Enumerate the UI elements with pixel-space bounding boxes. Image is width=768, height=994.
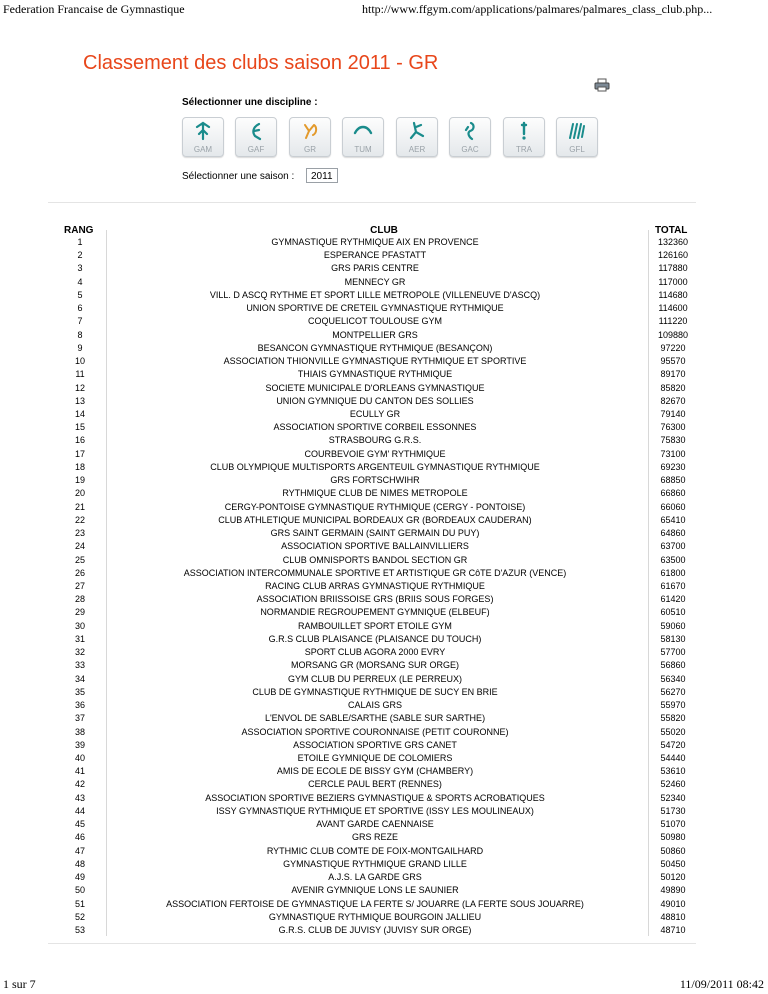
table-row [0,368,768,381]
rank-cell: 42 [74,779,85,790]
rank-cell: 27 [74,580,85,591]
total-cell: 56270 [660,686,686,697]
club-cell: AVANT GARDE CAENNAISE [316,819,434,830]
rank-cell: 44 [74,805,85,816]
table-row [0,421,768,434]
total-cell: 56860 [660,660,686,671]
table-row [0,606,768,619]
rank-cell: 46 [74,832,85,843]
total-cell: 79140 [660,408,686,419]
club-cell: CERGY-PONTOISE GYMNASTIQUE RYTHMIQUE (CERGY - PONTOISE) [224,501,526,512]
club-cell: RAMBOUILLET SPORT ETOILE GYM [298,620,452,631]
table-row [0,752,768,765]
club-cell: G.R.S CLUB PLAISANCE (PLAISANCE DU TOUCH) [268,633,482,644]
table-row [0,831,768,844]
total-cell: 73100 [660,448,686,459]
club-cell: ASSOCIATION SPORTIVE BEZIERS GYMNASTIQUE & SPORTS ACROBATIQUES [205,792,545,803]
club-cell: RYTHMIQUE CLUB DE NIMES METROPOLE [282,488,468,499]
total-cell: 126160 [657,250,689,261]
club-cell: L'ENVOL DE SABLE/SARTHE (SABLE SUR SARTHE) [264,713,486,724]
page-title: Classement des clubs saison 2011 - GR [83,52,439,74]
rank-cell: 39 [74,739,85,750]
table-row [0,527,768,540]
total-cell: 54440 [660,752,686,763]
total-cell: 48710 [660,924,686,935]
rank-cell: 53 [74,924,85,935]
total-cell: 54720 [660,739,686,750]
rank-cell: 7 [77,316,83,327]
total-cell: 89170 [660,369,686,380]
total-cell: 69230 [660,461,686,472]
rank-cell: 29 [74,607,85,618]
club-cell: UNION GYMNIQUE DU CANTON DES SOLLIES [276,395,474,406]
club-cell: GYMNASTIQUE RYTHMIQUE GRAND LILLE [283,858,467,869]
rank-cell: 45 [74,819,85,830]
total-cell: 48810 [660,911,686,922]
rank-cell: 2 [77,250,83,261]
printer-icon[interactable] [594,78,610,92]
total-cell: 95570 [660,356,686,367]
table-row [0,580,768,593]
rank-cell: 48 [74,858,85,869]
tum-gymnast-icon [353,121,373,141]
aer-gymnast-icon [407,121,427,141]
browser-header-site: Federation Francaise de Gymnastique [3,2,185,16]
total-cell: 55970 [660,700,686,711]
total-cell: 57700 [660,647,686,658]
table-row [0,302,768,315]
total-cell: 97220 [660,342,686,353]
club-cell: RYTHMIC CLUB COMTE DE FOIX-MONTGAILHARD [266,845,484,856]
table-row [0,262,768,275]
club-cell: THIAIS GYMNASTIQUE RYTHMIQUE [297,369,453,380]
rank-cell: 25 [74,554,85,565]
table-row [0,805,768,818]
club-cell: CERCLE PAUL BERT (RENNES) [308,779,442,790]
table-row [0,567,768,580]
discipline-button-aer[interactable]: AER [396,117,438,157]
table-row [0,686,768,699]
table-row [0,514,768,527]
discipline-button-tum[interactable]: TUM [342,117,384,157]
rank-cell: 36 [74,700,85,711]
rank-cell: 40 [74,752,85,763]
rank-cell: 30 [74,620,85,631]
rank-cell: 15 [74,422,85,433]
club-cell: ASSOCIATION SPORTIVE CORBEIL ESSONNES [273,422,477,433]
gam-gymnast-icon [193,121,213,141]
saison-label: Sélectionner une saison : [182,171,295,182]
page-number: 1 sur 7 [3,977,36,991]
total-cell: 66060 [660,501,686,512]
total-cell: 64860 [660,528,686,539]
table-row [0,408,768,421]
table-row [0,911,768,924]
total-cell: 50450 [660,858,686,869]
club-cell: UNION SPORTIVE DE CRETEIL GYMNASTIQUE RYTHMIQUE [246,303,504,314]
table-row [0,712,768,725]
rank-cell: 34 [74,673,85,684]
club-cell: MENNECY GR [344,276,406,287]
club-cell: BESANCON GYMNASTIQUE RYTHMIQUE (BESANÇON) [257,342,493,353]
total-cell: 59060 [660,620,686,631]
total-cell: 52340 [660,792,686,803]
club-cell: SPORT CLUB AGORA 2000 EVRY [304,647,446,658]
rank-cell: 28 [74,594,85,605]
rank-cell: 19 [74,475,85,486]
total-cell: 114600 [658,303,688,314]
table-row [0,646,768,659]
table-row [0,845,768,858]
header-club: CLUB [370,225,398,236]
club-cell: GRS SAINT GERMAIN (SAINT GERMAIN DU PUY) [270,528,480,539]
table-row [0,554,768,567]
club-cell: GRS PARIS CENTRE [331,263,419,274]
gaf-gymnast-icon [246,121,266,141]
rank-cell: 9 [77,342,83,353]
club-cell: GRS REZE [351,832,398,843]
rank-cell: 16 [74,435,85,446]
discipline-button-gaf[interactable]: GAF [235,117,277,157]
rank-cell: 11 [75,369,85,380]
table-row [0,924,768,937]
total-cell: 61420 [660,594,686,605]
rank-cell: 4 [77,276,83,287]
rank-cell: 23 [74,528,85,539]
club-cell: ASSOCIATION THIONVILLE GYMNASTIQUE RYTHMIQUE ET SPORTIVE [223,356,527,367]
club-cell: A.J.S. LA GARDE GRS [328,872,422,883]
rank-cell: 10 [74,356,85,367]
rank-cell: 33 [74,660,85,671]
total-cell: 109880 [657,329,689,340]
rank-cell: 21 [74,501,85,512]
discipline-button-gam[interactable]: GAM [182,117,224,157]
gfl-gymnast-icon [567,121,587,141]
club-cell: ASSOCIATION SPORTIVE BALLAINVILLIERS [281,541,469,552]
total-cell: 63500 [660,554,686,565]
club-cell: CLUB OLYMPIQUE MULTISPORTS ARGENTEUIL GYMNASTIQUE RYTHMIQUE [210,461,540,472]
tra-gymnast-icon [514,121,534,141]
discipline-label: Sélectionner une discipline : [182,97,318,108]
total-cell: 50980 [660,832,686,843]
club-cell: GYMNASTIQUE RYTHMIQUE AIX EN PROVENCE [271,237,479,247]
total-cell: 56340 [660,673,686,684]
rank-cell: 22 [74,514,85,525]
table-row [0,474,768,487]
rank-cell: 24 [74,541,85,552]
rank-cell: 1 [77,237,83,247]
club-cell: ETOILE GYMNIQUE DE COLOMIERS [297,752,453,763]
table-row [0,395,768,408]
rank-cell: 13 [74,395,85,406]
club-cell: CLUB ATHLETIQUE MUNICIPAL BORDEAUX GR (BORDEAUX CAUDERAN) [218,514,532,525]
total-cell: 114680 [658,289,688,300]
rank-cell: 8 [77,329,83,340]
table-row [0,329,768,342]
saison-select[interactable]: 2011 [306,168,338,183]
club-cell: GYMNASTIQUE RYTHMIQUE BOURGOIN JALLIEU [268,911,482,922]
table-row [0,898,768,911]
gac-gymnast-icon [460,121,480,141]
rank-cell: 50 [74,885,85,896]
total-cell: 49010 [660,898,686,909]
header-rang: RANG [64,225,94,236]
rank-cell: 20 [74,488,85,499]
total-cell: 111220 [658,316,688,327]
total-cell: 68850 [660,475,686,486]
table-row [0,673,768,686]
rank-cell: 26 [74,567,85,578]
rank-cell: 32 [74,647,85,658]
rank-cell: 5 [77,289,83,300]
total-cell: 60510 [660,607,686,618]
total-cell: 76300 [660,422,686,433]
club-cell: ASSOCIATION FERTOISE DE GYMNASTIQUE LA FERTE S/ JOUARRE (LA FERTE SOUS JOUARRE) [166,898,584,909]
table-row [0,659,768,672]
rank-cell: 31 [74,633,85,644]
club-cell: RACING CLUB ARRAS GYMNASTIQUE RYTHMIQUE [265,580,485,591]
total-cell: 61670 [660,580,686,591]
club-cell: COQUELICOT TOULOUSE GYM [307,316,443,327]
table-row [0,448,768,461]
table-row [0,765,768,778]
discipline-button-tra[interactable]: TRA [503,117,545,157]
club-cell: ASSOCIATION SPORTIVE COURONNAISE (PETIT COURONNE) [241,726,509,737]
total-cell: 51070 [660,819,686,830]
print-datetime: 11/09/2011 08:42 [679,977,764,991]
table-row [0,540,768,553]
table-row [0,382,768,395]
table-row [0,633,768,646]
header-total: TOTAL [655,225,688,236]
table-row [0,858,768,871]
total-cell: 85820 [660,382,686,393]
table-row [0,739,768,752]
table-row [0,792,768,805]
club-cell: ASSOCIATION BRIISSOISE GRS (BRIIS SOUS FORGES) [256,594,494,605]
table-row [0,342,768,355]
total-cell: 61800 [660,567,686,578]
club-cell: NORMANDIE REGROUPEMENT GYMNIQUE (ELBEUF) [260,607,490,618]
table-row [0,236,768,249]
table-row [0,884,768,897]
total-cell: 66860 [660,488,686,499]
rank-cell: 18 [74,461,85,472]
rank-cell: 3 [77,263,83,274]
club-cell: CLUB OMNISPORTS BANDOL SECTION GR [282,554,468,565]
club-cell: VILL. D ASCQ RYTHME ET SPORT LILLE METROPOLE (VILLENEUVE D'ASCQ) [209,289,541,300]
table-row [0,501,768,514]
total-cell: 63700 [660,541,686,552]
table-row [0,487,768,500]
rank-cell: 6 [77,303,83,314]
club-cell: G.R.S. CLUB DE JUVISY (JUVISY SUR ORGE) [278,924,472,935]
table-row [0,461,768,474]
total-cell: 55020 [660,726,686,737]
total-cell: 65410 [660,514,686,525]
rank-cell: 12 [74,382,85,393]
club-cell: ASSOCIATION SPORTIVE GRS CANET [293,739,457,750]
table-row [0,778,768,791]
total-cell: 117000 [658,276,688,287]
club-cell: ASSOCIATION INTERCOMMUNALE SPORTIVE ET ARTISTIQUE GR CôTE D'AZUR (VENCE) [183,567,567,578]
total-cell: 82670 [660,395,686,406]
discipline-button-gac[interactable]: GAC [449,117,491,157]
club-cell: CLUB DE GYMNASTIQUE RYTHMIQUE DE SUCY EN BRIE [252,686,498,697]
gr-gymnast-icon [300,121,320,141]
table-row [0,249,768,262]
total-cell: 53610 [660,766,686,777]
club-cell: GYM CLUB DU PERREUX (LE PERREUX) [287,673,463,684]
table-row [0,289,768,302]
club-cell: ISSY GYMNASTIQUE RYTHMIQUE ET SPORTIVE (ISSY LES MOULINEAUX) [216,805,534,816]
total-cell: 52460 [660,779,686,790]
rank-cell: 51 [74,898,85,909]
total-cell: 132360 [657,237,689,247]
rank-cell: 43 [74,792,85,803]
club-cell: ECULLY GR [349,408,401,419]
rank-cell: 49 [74,872,85,883]
table-row [0,699,768,712]
table-row [0,434,768,447]
total-cell: 51730 [660,805,686,816]
rank-cell: 35 [74,686,85,697]
club-cell: ESPERANCE PFASTATT [323,250,427,261]
club-cell: AMIS DE ECOLE DE BISSY GYM (CHAMBERY) [276,766,474,777]
table-row [0,276,768,289]
table-row [0,726,768,739]
table-row [0,355,768,368]
club-cell: STRASBOURG G.R.S. [328,435,422,446]
total-cell: 55820 [660,713,686,724]
rank-cell: 37 [74,713,85,724]
club-cell: AVENIR GYMNIQUE LONS LE SAUNIER [291,885,459,896]
total-cell: 49890 [660,885,686,896]
club-cell: MONTPELLIER GRS [332,329,418,340]
club-cell: GRS FORTSCHWIHR [330,475,420,486]
rank-cell: 41 [74,766,85,777]
table-row [0,315,768,328]
table-row [0,593,768,606]
club-cell: COURBEVOIE GYM' RYTHMIQUE [304,448,446,459]
table-row [0,818,768,831]
total-cell: 50860 [660,845,686,856]
discipline-button-gr[interactable]: GR [289,117,331,157]
club-cell: CALAIS GRS [347,700,403,711]
rank-cell: 47 [74,845,85,856]
rank-cell: 38 [74,726,85,737]
club-cell: MORSANG GR (MORSANG SUR ORGE) [290,660,459,671]
rank-cell: 52 [74,911,85,922]
rank-cell: 17 [74,448,85,459]
table-row [0,871,768,884]
discipline-selector [182,117,592,157]
total-cell: 58130 [660,633,686,644]
table-row [0,620,768,633]
total-cell: 75830 [660,435,686,446]
browser-header-url: http://www.ffgym.com/applications/palmares/palmares_class_club.php... [362,2,713,16]
rank-cell: 14 [74,408,85,419]
club-cell: SOCIETE MUNICIPALE D'ORLEANS GYMNASTIQUE [265,382,485,393]
discipline-button-gfl[interactable]: GFL [556,117,598,157]
total-cell: 50120 [660,872,686,883]
total-cell: 117880 [658,263,688,274]
